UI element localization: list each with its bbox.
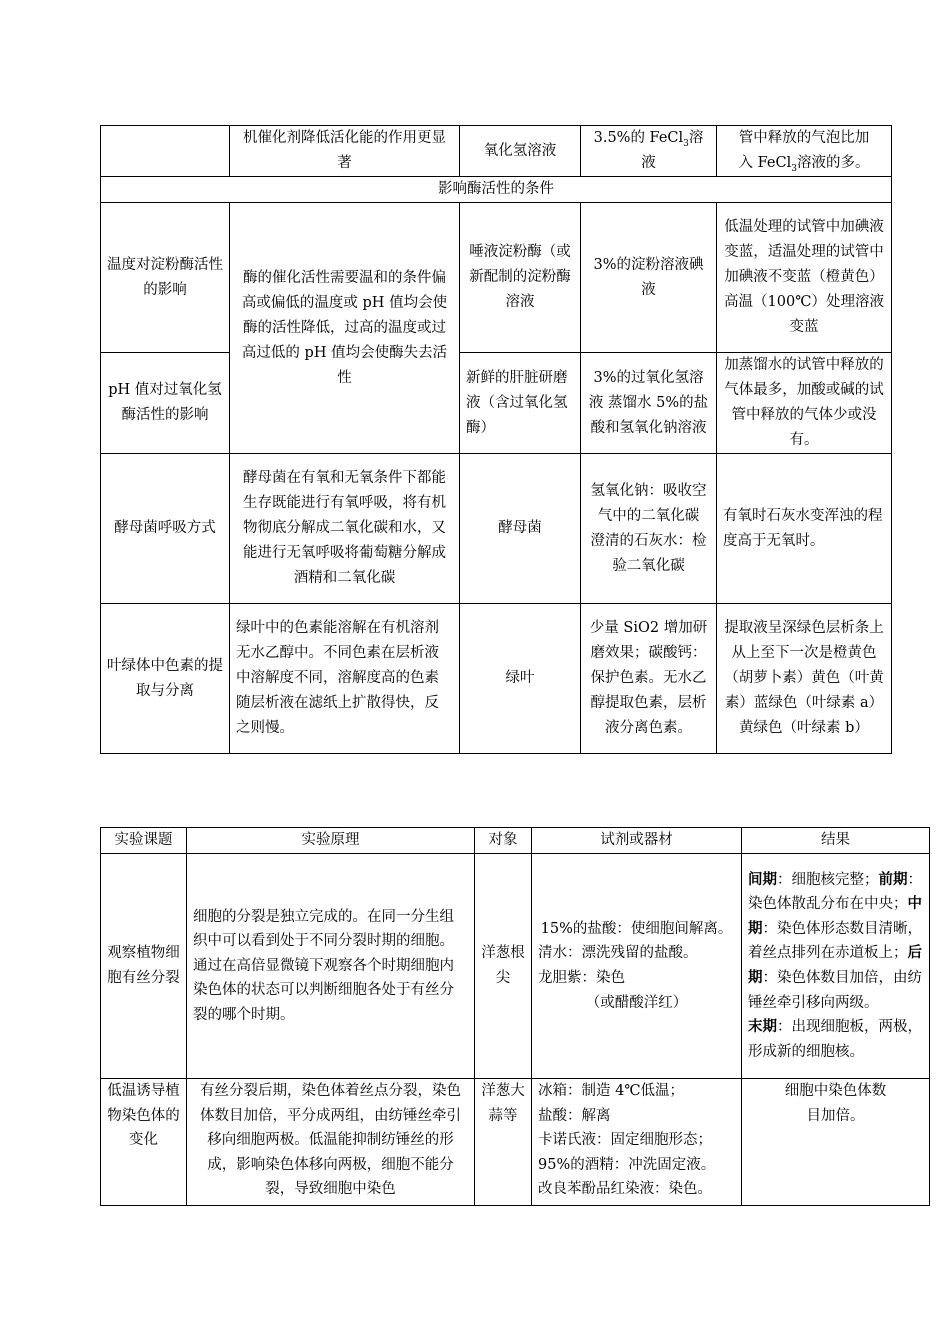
column-header: 实验原理 <box>187 828 475 854</box>
table-cell: 机催化剂降低活化能的作用更显著 <box>230 126 460 177</box>
table-row <box>101 353 892 454</box>
cell-text: ：出现细胞板，两极，形成新的细胞核。 <box>748 1019 922 1060</box>
table-cell: 氧化氢溶液 <box>460 126 581 177</box>
table-cell: 唾液淀粉酶（或新配制的淀粉酶溶液 <box>460 203 581 353</box>
table-cell: 洋葱大蒜等 <box>475 1079 532 1206</box>
table-cell: 细胞中染色体数目加倍。 <box>742 1079 930 1206</box>
cell-text: ：染色体形态数目清晰，着丝点排列在赤道板上； <box>748 920 922 962</box>
cell-text: 15%的盐酸：使细胞间解离。 <box>540 920 733 937</box>
cell-text: （或醋酸洋红） <box>585 994 688 1011</box>
phase-label: 末期 <box>748 1018 777 1036</box>
table-cell <box>532 1079 742 1206</box>
cell-text: 管中释放的气泡比加 <box>738 130 870 146</box>
table-cell: 叶绿体中色素的提取与分离 <box>101 604 230 754</box>
subscript: 3 <box>791 163 797 174</box>
section-header: 影响酶活性的条件 <box>101 177 892 203</box>
table-row <box>101 854 930 1079</box>
subscript: 3 <box>683 138 689 149</box>
cell-text: ：染色体散乱分布在中央； <box>748 871 922 913</box>
phase-label: 前期 <box>878 870 908 888</box>
table-row <box>101 454 892 604</box>
cell-text: 清水：漂洗残留的盐酸。 <box>538 945 698 962</box>
table-row <box>101 177 892 203</box>
cell-text: 氢氧化钠：吸收空气中的二氧化碳 <box>590 482 707 524</box>
table-row <box>101 126 892 177</box>
table-row <box>101 1079 930 1206</box>
phase-label: 中期 <box>748 895 922 937</box>
table-cell: 绿叶中的色素能溶解在有机溶剂无水乙醇中。不同色素在层析液中溶解度不同，溶解度高的色素随层析液在滤纸上扩散得快，反之则慢。 <box>230 604 460 754</box>
table-cell <box>581 454 717 604</box>
table-cell: 加蒸馏水的试管中释放的气体最多，加酸或碱的试管中释放的气体少或没有。 <box>717 353 892 454</box>
table-cell: 3%的过氧化氢溶液 蒸馏水 5%的盐酸和氢氧化钠溶液 <box>581 353 717 454</box>
table-cell: 3%的淀粉溶液碘液 <box>581 203 717 353</box>
phase-label: 间期 <box>748 870 777 888</box>
table-cell: 有丝分裂后期，染色体着丝点分裂，染色体数目加倍，平分成两组，由纺锤丝牵引移向细胞两极。低温能抑制纺锤丝的形成，影响染色体移向两极，细胞不能分裂，导致细胞中染色 <box>187 1079 475 1206</box>
experiment-table-2 <box>100 827 930 1206</box>
column-header: 实验课题 <box>101 828 187 854</box>
table-cell <box>101 126 230 177</box>
column-header: 对象 <box>475 828 532 854</box>
table-cell <box>581 126 717 177</box>
column-header: 试剂或器材 <box>532 828 742 854</box>
table-row <box>101 604 892 754</box>
cell-text: 溶液 <box>641 130 704 171</box>
table-cell <box>532 854 742 1079</box>
cell-text: 95%的酒精：冲洗固定液。 <box>538 1156 716 1173</box>
table-cell: 酵母菌呼吸方式 <box>101 454 230 604</box>
table-cell: 新鲜的肝脏研磨液（含过氧化氢酶） <box>460 353 581 454</box>
table-cell: pH 值对过氧化氢酶活性的影响 <box>101 353 230 454</box>
cell-text: 澄清的石灰水：检验二氧化碳 <box>590 532 707 574</box>
cell-text: ：染色体数目加倍，由纺锤丝牵引移向两级。 <box>748 970 922 1011</box>
phase-label: 后期 <box>748 944 922 986</box>
cell-text: 卡诺氏液：固定细胞形态； <box>538 1132 712 1149</box>
experiment-table-1 <box>100 125 892 754</box>
cell-text: 盐酸：解离 <box>538 1107 611 1124</box>
table-cell: 细胞的分裂是独立完成的。在同一分生组织中可以看到处于不同分裂时期的细胞。通过在高倍显微镜下观察各个时期细胞内染色体的状态可以判断细胞各处于有丝分裂的哪个时期。 <box>187 854 475 1079</box>
table-cell: 提取液呈深绿色层析条上从上至下一次是橙黄色（胡萝卜素）黄色（叶黄素）蓝绿色（叶绿素 a）黄绿色（叶绿素 b） <box>717 604 892 754</box>
cell-text: 溶液的多。 <box>796 155 870 171</box>
table-header-row <box>101 828 930 854</box>
table-cell: 酶的催化活性需要温和的条件偏高或偏低的温度或 pH 值均会使酶的活性降低，过高的温度或过高过低的 pH 值均会使酶失去活性 <box>230 203 460 454</box>
table-cell: 洋葱根尖 <box>475 854 532 1079</box>
cell-text: 入 FeCl <box>738 155 792 171</box>
table-cell: 少量 SiO2 增加研磨效果；碳酸钙：保护色素。无水乙醇提取色素，层析液分离色素。 <box>581 604 717 754</box>
table-cell: 酵母菌在有氧和无氧条件下都能生存既能进行有氧呼吸，将有机物彻底分解成二氧化碳和水，又能进行无氧呼吸将葡萄糖分解成酒精和二氧化碳 <box>230 454 460 604</box>
table-cell <box>742 854 930 1079</box>
table-cell <box>717 126 892 177</box>
table-row <box>101 203 892 353</box>
table-cell: 低温诱导植物染色体的变化 <box>101 1079 187 1206</box>
cell-text: 改良苯酚品红染液：染色。 <box>538 1181 712 1198</box>
table-cell: 绿叶 <box>460 604 581 754</box>
table-cell: 有氧时石灰水变浑浊的程度高于无氧时。 <box>717 454 892 604</box>
table-cell: 温度对淀粉酶活性的影响 <box>101 203 230 353</box>
cell-text: ：细胞核完整； <box>777 871 879 888</box>
table-cell: 酵母菌 <box>460 454 581 604</box>
column-header: 结果 <box>742 828 930 854</box>
cell-text: 3.5%的 FeCl <box>593 130 684 146</box>
table-cell: 低温处理的试管中加碘液变蓝，适温处理的试管中加碘液不变蓝（橙黄色）高温（100℃）处理溶液变蓝 <box>717 203 892 353</box>
table-cell: 观察植物细胞有丝分裂 <box>101 854 187 1079</box>
cell-text: 冰箱：制造 4℃低温； <box>538 1083 685 1099</box>
cell-text: 龙胆紫：染色 <box>538 970 625 986</box>
